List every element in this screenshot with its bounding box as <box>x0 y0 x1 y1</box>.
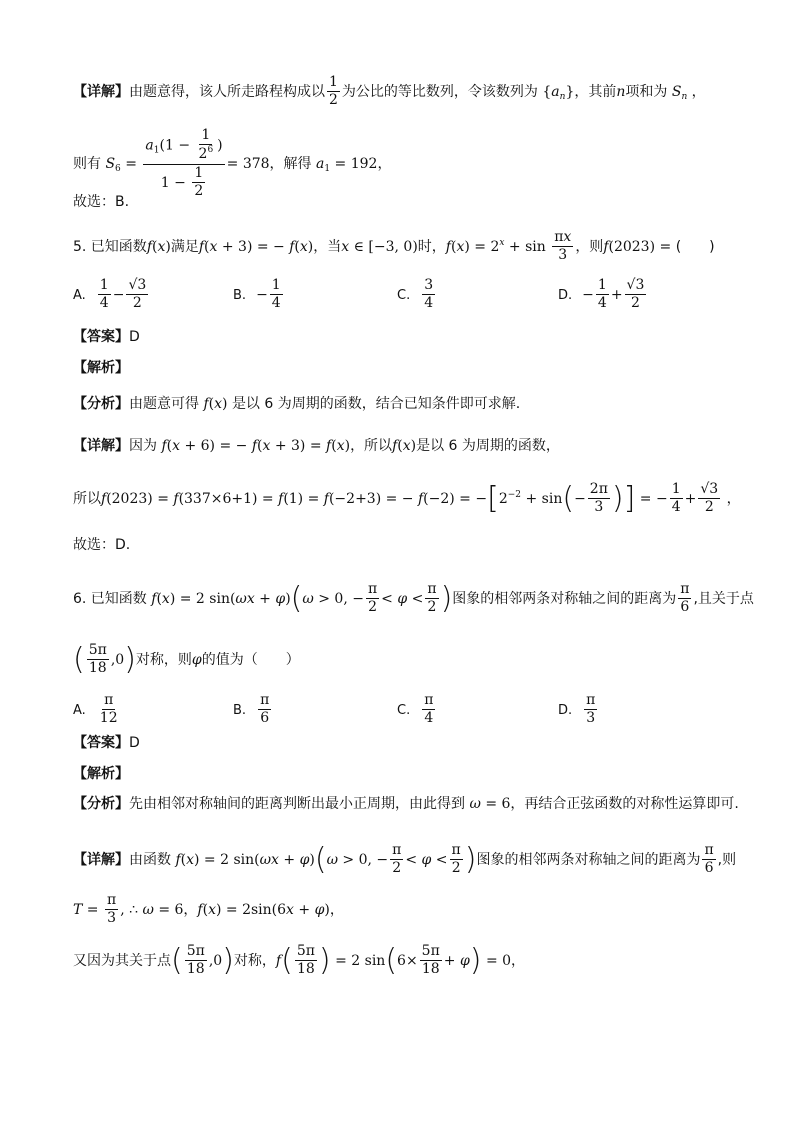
q5-answer: 【答案】D <box>73 329 140 345</box>
q5-detail: 【详解】因为 f(x + 6) = − f(x + 3) = f(x)，所以f(x)是以 6 为周期的函数， <box>73 438 560 454</box>
fraction: $\frac{1}{2}$ <box>329 74 338 109</box>
sum-formula-fraction: $a_1(1$ − $\frac{1}{2^6}$ ) 1 − $\frac{1}{2}$ <box>145 127 223 200</box>
q6-answer: 【答案】D <box>73 735 140 751</box>
detail-line-1: 【详解】由题意得，该人所走路程构成以 $\frac{1}{2}$ 为公比的等比数列，令该数列为 $\{a_n\}$，其前n项和为 $S_n$ ， <box>73 74 706 109</box>
q6-option-a[interactable]: A. $\frac{\pi}{12}$ <box>73 692 118 727</box>
q6-analysis-tag: 【解析】 <box>73 766 129 782</box>
q5-analysis-tag: 【解析】 <box>73 360 129 376</box>
q6-symmetry-line: 又因为其关于点( $\frac{5\pi}{18}$ ,0)对称，f( $\frac{5\pi}{18}$ ) = 2 sin(6× $\frac{5\pi}{18}$ + φ) = 0， <box>73 942 526 978</box>
q6-period-line: T = $\frac{\pi}{3}$ , ∴ ω = 6，f(x) = 2sin(6x + φ)， <box>73 892 344 927</box>
q6-option-c[interactable]: C. $\frac{\pi}{4}$ <box>397 692 434 727</box>
q6-detail: 【详解】由函数 f(x) = 2 sin(ωx + φ)(ω > 0, − $\frac{\pi}{2}$ < φ < $\frac{\pi}{2}$ )图象的相邻两条对称轴之间的距离为 $\frac{\pi}{6}$ ,则 <box>73 841 737 877</box>
q5-stem: 5. 已知函数f(x)满足f(x + 3) = − f(x)，当x ∈ [−3, 0)时，$f(x) = 2^x + \sin$ $\frac{\pi x}{3}$ ，则f(2023) = ( ) <box>73 229 715 264</box>
q5-option-b[interactable]: B. − $\frac{1}{4}$ <box>233 277 281 312</box>
q5-fenxi: 【分析】由题意可得 f(x) 是以 6 为周期的函数，结合已知条件即可求解. <box>73 396 521 412</box>
choose-b: 故选：B. <box>73 194 130 210</box>
q5-calc: 所以f(2023) = f(337×6+1) = f(1) = f(−2+3) = − $f(-2) = -[2^{-2} + \sin(-$ $\frac{2\pi}{3}$ )] = − $\frac{1}{4}$ + $\frac{√3}{2}$ ， <box>73 480 741 516</box>
q6-option-b[interactable]: B. $\frac{\pi}{6}$ <box>233 692 270 727</box>
detail-tag: 【详解】 <box>73 83 129 100</box>
q5-option-c[interactable]: C. $\frac{3}{4}$ <box>397 277 434 312</box>
q6-fenxi: 【分析】先由相邻对称轴间的距离判断出最小正周期，由此得到 ω = 6，再结合正弦函数的对称性运算即可. <box>73 796 739 812</box>
q5-choose: 故选：D. <box>73 537 131 553</box>
q5-option-a[interactable]: A. $\frac{1}{4}$ − $\frac{√3}{2}$ <box>73 277 147 312</box>
q6-option-d[interactable]: D. $\frac{\pi}{3}$ <box>558 692 596 727</box>
q6-stem-2: ( $\frac{5\pi}{18}$ ,0)对称，则φ的值为（ ） <box>73 641 300 677</box>
detail-line-2: 则有 $S_6$ = $a_1(1$ − $\frac{1}{2^6}$ ) 1 − $\frac{1}{2}$ = 378，解得 $a_1 = 192$， <box>73 127 392 200</box>
q5-option-d[interactable]: D. − $\frac{1}{4}$ + $\frac{√3}{2}$ <box>558 277 645 312</box>
q6-stem-1: 6. 已知函数 f(x) = 2 sin(ωx + φ)(ω > 0, − $\frac{\pi}{2}$ < φ < $\frac{\pi}{2}$ )图象的相邻两条对称轴之间的距离为 $\frac{\pi}{6}$ ,且关于点 <box>73 580 754 616</box>
